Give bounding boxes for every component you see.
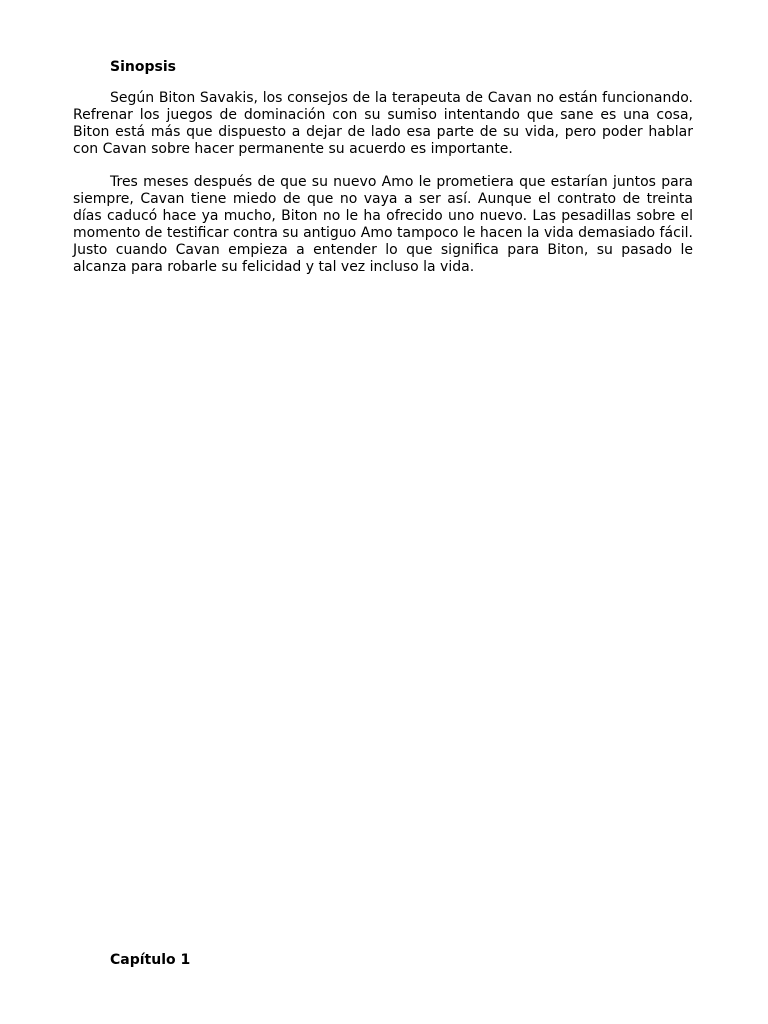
synopsis-paragraph-1: Según Biton Savakis, los consejos de la terapeuta de Cavan no están funcionando. Refrenar los juegos de dominación con su sumiso intentando que sane es una cosa, Biton está más que dispuesto a dejar de lado esa parte de su vida, pero poder hablar con Cavan sobre hacer permanente su acuerdo es importante. <box>73 90 693 157</box>
synopsis-paragraph-2: Tres meses después de que su nuevo Amo le prometiera que estarían juntos para siempre, Cavan tiene miedo de que no vaya a ser así. Aunque el contrato de treinta días caducó hace ya mucho, Biton no le ha ofrecido uno nuevo. Las pesadillas sobre el momento de testificar contra su antiguo Amo tampoco le hacen la vida demasiado fácil. Justo cuando Cavan empieza a entender lo que significa para Biton, su pasado le alcanza para robarle su felicidad y tal vez incluso la vida. <box>73 174 693 275</box>
chapter-heading: Capítulo 1 <box>110 952 191 968</box>
synopsis-heading: Sinopsis <box>110 59 176 75</box>
page-content <box>73 59 693 292</box>
